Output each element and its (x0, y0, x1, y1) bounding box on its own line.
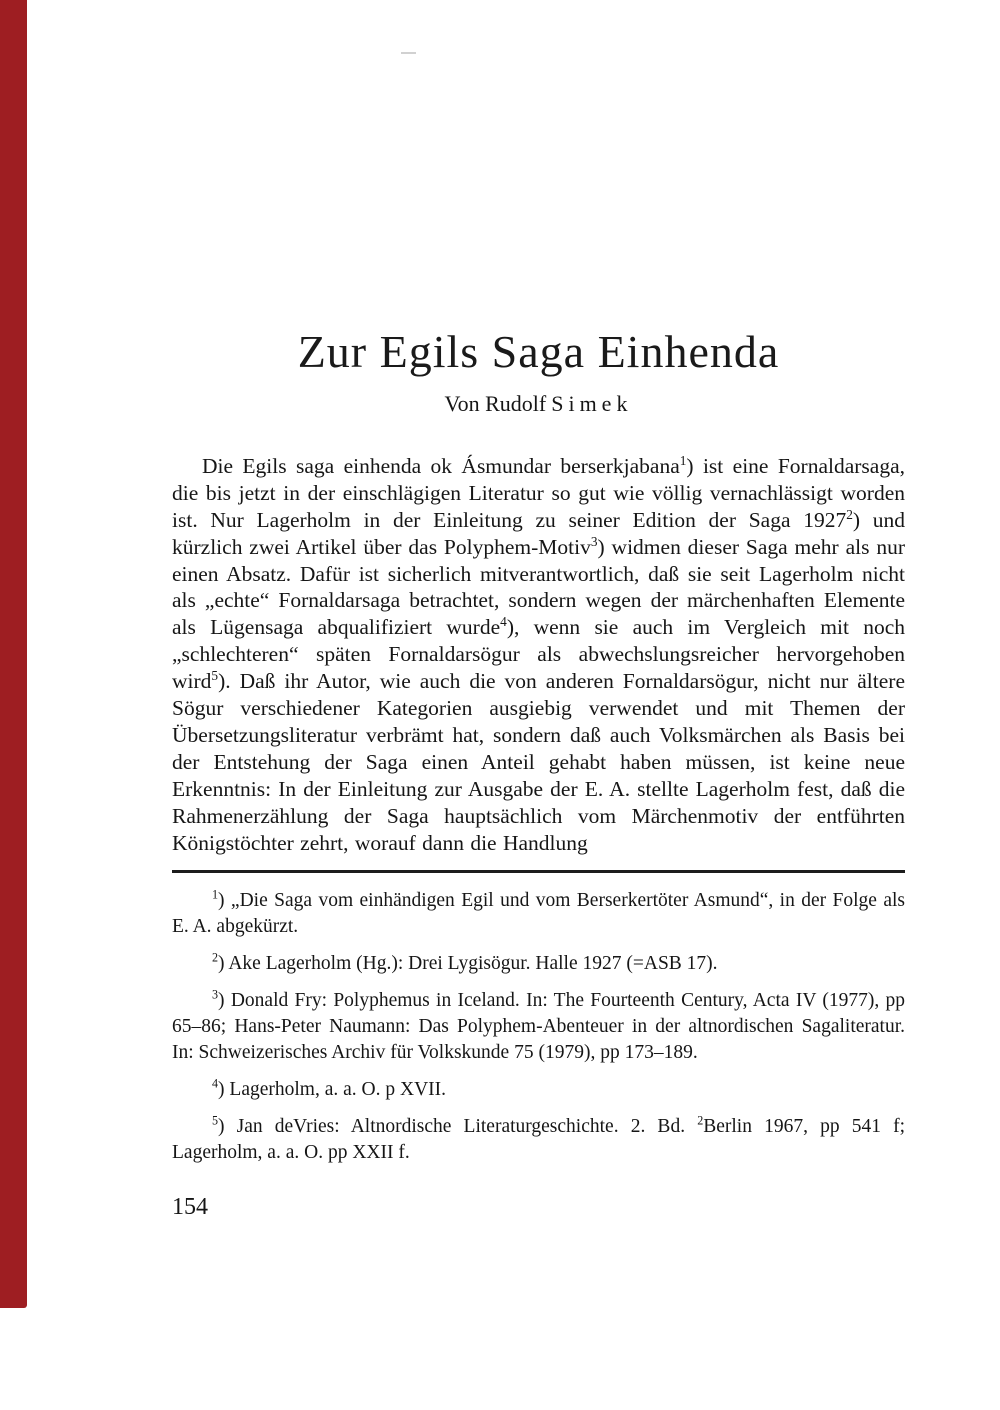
book-spine-bar (0, 0, 27, 1308)
body-paragraph: Die Egils saga einhenda ok Ásmundar berserkjabana$^1$) ist eine Fornaldarsaga, die bis jetzt in der einschlägigen Literatur so gut wie völlig vernachlässigt worden ist. Nur Lagerholm in der Einleitung zu seiner Edition der Saga 1927$^2$) und kürzlich zwei Artikel über das Polyphem-Motiv$^3$) widmen dieser Saga mehr als nur einen Absatz. Dafür ist sicherlich mitverantwortlich, daß sie seit Lagerholm nicht als „echte“ Fornaldarsaga betrachtet, sondern wegen der märchenhaften Elemente als Lügensaga abqualifiziert wurde$^4$), wenn sie auch im Vergleich mit noch „schlechteren“ späten Fornaldarsögur als abwechslungsreicher hervorgehoben wird$^5$). Daß ihr Autor, wie auch die von anderen Fornaldarsögur, nicht nur ältere Sögur verschiedener Kategorien ausgiebig verwendet und mit Themen der Übersetzungsliteratur verbrämt hat, sondern daß auch Volksmärchen als Basis bei der Entstehung der Saga einen Anteil gehabt haben müssen, ist keine neue Erkenntnis: In der Einleitung zur Ausgabe der E. A. stellte Lagerholm fest, daß die Rahmenerzählung der Saga hauptsächlich vom Märchenmotiv der entführten Königstöchter zehrt, worauf dann die Handlung (172, 452, 905, 855)
page-number: 154 (172, 1194, 208, 1221)
page-content (172, 0, 905, 1221)
footnote: $^1$) „Die Saga vom einhändigen Egil und vom Berserkertöter Asmund“, in der Folge als E. A. abgekürzt. (172, 887, 905, 938)
footnote: $^3$) Donald Fry: Polyphemus in Iceland. In: The Fourteenth Century, Acta IV (1977), pp 65–86; Hans-Peter Naumann: Das Polyphem-Abenteuer in der altnordischen Sagaliteratur. In: Schweizerisches Archiv für Volkskunde 75 (1979), pp 173–189. (172, 987, 905, 1064)
footnote: $^2$) Ake Lagerholm (Hg.): Drei Lygisögur. Halle 1927 (=ASB 17). (212, 950, 718, 975)
byline-author: Simek (551, 390, 633, 416)
footnotes-section (172, 888, 905, 1166)
article-title: Zur Egils Saga Einhenda (297, 326, 780, 377)
byline-prefix: Von Rudolf (444, 390, 547, 416)
footnote: $^5$) Jan deVries: Altnordische Literaturgeschichte. 2. Bd. $^2$Berlin 1967, pp 541 f; Lagerholm, a. a. O. pp XXII f. (172, 1113, 905, 1164)
byline (172, 391, 905, 417)
footnote: $^4$) Lagerholm, a. a. O. p XVII. (212, 1076, 447, 1101)
footnote-separator-rule (172, 870, 905, 873)
